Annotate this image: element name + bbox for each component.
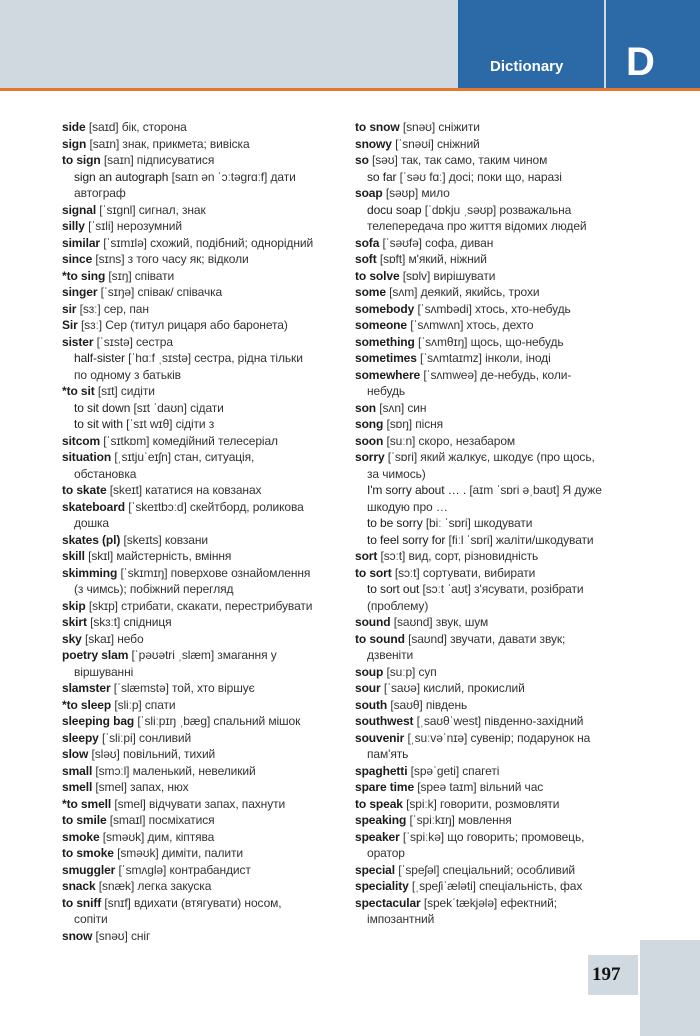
- transcription-translation: [biː ˈsɒri] шкодувати: [422, 516, 533, 530]
- headword: to sort out: [367, 582, 420, 596]
- transcription-translation: [suːp] суп: [383, 664, 437, 679]
- transcription-translation: [ˈsəʊ fɑː] досі; поки що, наразі: [396, 169, 562, 184]
- dictionary-entry: [355, 713, 655, 730]
- headword: somewhere: [355, 367, 421, 382]
- headword: singer: [62, 285, 98, 299]
- headword: skates (pl): [62, 532, 121, 547]
- headword: sign: [62, 136, 87, 151]
- dictionary-entry: [355, 268, 655, 285]
- dictionary-entry: [355, 317, 655, 334]
- dictionary-entry: [62, 284, 344, 301]
- transcription-translation: [skɪl] майстерність, вміння: [84, 549, 232, 563]
- headword: spectacular: [355, 895, 421, 910]
- dictionary-entry: [355, 152, 655, 169]
- transcription-translation: імпозантний: [367, 912, 435, 926]
- headword: snack: [62, 879, 96, 893]
- headword: skateboard: [62, 499, 126, 514]
- transcription-translation: (проблему): [367, 598, 429, 613]
- entry-continuation: [62, 911, 344, 928]
- headword: situation: [62, 450, 112, 464]
- dictionary-entry: [355, 515, 655, 532]
- headword: some: [355, 285, 386, 299]
- headword: son: [355, 400, 377, 415]
- dictionary-entry: [355, 796, 655, 813]
- transcription-translation: [sɒlv] вирішувати: [399, 268, 496, 283]
- headword: smoke: [62, 829, 100, 844]
- dictionary-entry: [62, 317, 344, 334]
- transcription-translation: [fiːl ˈsɒri] жаліти/шкодувати: [445, 532, 594, 547]
- headword: soon: [355, 433, 384, 448]
- dictionary-entry: [62, 680, 344, 697]
- dictionary-entry: [355, 614, 655, 631]
- transcription-translation: [aɪm ˈsɒri əˌbaʊt] Я дуже: [466, 483, 602, 497]
- dictionary-entry: [355, 202, 655, 219]
- headword: sky: [62, 631, 82, 646]
- headword: to snow: [355, 120, 400, 134]
- dictionary-entry: [62, 136, 344, 153]
- entry-continuation: [355, 499, 655, 516]
- dictionary-entry: [62, 713, 344, 730]
- transcription-translation: [sɜː] сер, пан: [76, 301, 149, 316]
- headword: silly: [62, 219, 85, 233]
- transcription-translation: [ˈsliːpɪŋ ˌbæg] спальний мішок: [134, 714, 301, 728]
- headword: sorry: [355, 450, 385, 464]
- dictionary-entry: [62, 779, 344, 796]
- dictionary-entry: [62, 845, 344, 862]
- headword: somebody: [355, 301, 415, 316]
- dictionary-entry: [62, 532, 344, 549]
- dictionary-entry: [355, 416, 655, 433]
- transcription-translation: [ˈsliːpi] сонливий: [98, 730, 192, 745]
- transcription-translation: [sɔːt ˈaʊt] з'ясувати, розібрати: [419, 582, 584, 596]
- transcription-translation: [spiːk] говорити, розмовляти: [402, 796, 560, 811]
- dictionary-entry: [62, 416, 344, 433]
- headword: poetry slam: [62, 648, 129, 662]
- footer-band: [640, 940, 700, 1036]
- transcription-translation: [sʌm] деякий, якийсь, трохи: [385, 285, 540, 299]
- transcription-translation: [sɒŋ] пісня: [383, 417, 444, 431]
- transcription-translation: [spekˈtækjələ] ефектний;: [420, 895, 557, 910]
- dictionary-entry: [62, 565, 344, 582]
- headword: to be sorry: [367, 516, 423, 530]
- transcription-translation: [ˈsɒri] який жалкує, шкодує (про щось,: [384, 450, 595, 464]
- transcription-translation: [ˈsəʊfə] софа, диван: [379, 235, 494, 250]
- headword: I'm sorry about … .: [367, 483, 467, 497]
- dictionary-entry: [62, 548, 344, 565]
- entry-continuation: [62, 664, 344, 681]
- dictionary-entry: [355, 185, 655, 202]
- dictionary-entry: [355, 895, 655, 912]
- transcription-translation: за чимось): [367, 466, 426, 481]
- entry-continuation: [355, 598, 655, 615]
- transcription-translation: [sməʊk] дим, кіптява: [99, 829, 215, 844]
- dictionary-entry: [355, 878, 655, 895]
- dictionary-entry: [355, 581, 655, 598]
- dictionary-entry: [355, 350, 655, 367]
- transcription-translation: [sɪt ˈdaʊn] сідати: [130, 400, 224, 415]
- dictionary-entry: [62, 350, 344, 367]
- dictionary-entry: [62, 746, 344, 763]
- headword: skirt: [62, 615, 87, 629]
- transcription-translation: [ˈsɪstə] сестра: [93, 334, 173, 349]
- headword: similar: [62, 235, 100, 250]
- headword: to sit with: [74, 417, 123, 431]
- transcription-translation: [ˈslæmstə] той, хто віршує: [110, 681, 255, 695]
- dictionary-entry: [62, 334, 344, 351]
- headword: soft: [355, 252, 377, 266]
- header-accent-line: [0, 88, 700, 91]
- transcription-translation: [ˈskeɪtbɔːd] скейтборд, роликова: [125, 499, 304, 514]
- headword: *to smell: [62, 796, 112, 811]
- transcription-translation: [saʊnd] звучати, давати звук;: [404, 631, 566, 646]
- headword: to sort: [355, 565, 392, 580]
- transcription-translation: [ˈsʌmwʌn] хтось, дехто: [406, 318, 534, 332]
- transcription-translation: [sməʊk] диміти, палити: [113, 846, 243, 860]
- headword: sort: [355, 549, 378, 563]
- dictionary-entry: [62, 647, 344, 664]
- transcription-translation: [ˈsɪli] нерозумний: [84, 219, 182, 233]
- headword: signal: [62, 202, 97, 217]
- headword: to skate: [62, 483, 107, 497]
- transcription-translation: [sɪns] з того часу як; відколи: [92, 252, 249, 266]
- headword: smuggler: [62, 862, 116, 877]
- headword: someone: [355, 318, 407, 332]
- transcription-translation: [ˈsaʊə] кислий, прокислий: [380, 681, 525, 695]
- dictionary-entry: [355, 235, 655, 252]
- transcription-translation: [snəʊ] сніжити: [399, 120, 480, 134]
- transcription-translation: [skɜːt] спідниця: [86, 615, 172, 629]
- transcription-translation: [ˈhɑːf ˌsɪstə] сестра, рідна тільки: [124, 351, 303, 365]
- transcription-translation: дошка: [74, 516, 109, 530]
- headword: snowy: [355, 136, 392, 151]
- transcription-translation: [sɒft] м'який, ніжний: [376, 252, 487, 266]
- headword: sour: [355, 681, 381, 695]
- transcription-translation: [səʊp] мило: [382, 186, 450, 200]
- headword: spare time: [355, 780, 415, 794]
- transcription-translation: [saʊθ] південь: [387, 697, 468, 712]
- entry-continuation: [62, 515, 344, 532]
- headword: speciality: [355, 879, 409, 893]
- headword: southwest: [355, 714, 414, 728]
- headword: skimming: [62, 565, 118, 580]
- dictionary-entry: [355, 433, 655, 450]
- transcription-translation: [smɔːl] маленький, невеликий: [92, 763, 256, 778]
- transcription-translation: [skɪp] стрибати, скакати, перестрибувати: [85, 598, 313, 613]
- dictionary-entry: [355, 169, 655, 186]
- headword: song: [355, 417, 384, 431]
- headword: so: [355, 153, 369, 167]
- section-letter: D: [626, 40, 655, 84]
- headword: soup: [355, 664, 384, 679]
- transcription-translation: [saɪd] бік, сторона: [85, 120, 187, 134]
- dictionary-entry: [355, 251, 655, 268]
- transcription-translation: [ˈsɪgnl] сигнал, знак: [96, 202, 206, 217]
- transcription-translation: [ˈdɒkju ˌsəʊp] розважальна: [421, 202, 572, 217]
- entry-continuation: [355, 911, 655, 928]
- dictionary-entry: [62, 730, 344, 747]
- transcription-translation: [ˈspiːkə] що говорить; промовець,: [399, 829, 585, 844]
- transcription-translation: [ˈskɪmɪŋ] поверхове ознайомлення: [117, 565, 311, 580]
- transcription-translation: обстановка: [74, 466, 137, 481]
- transcription-translation: [sɔːt] сортувати, вибирати: [391, 565, 536, 580]
- transcription-translation: автограф: [74, 186, 126, 200]
- entry-continuation: [355, 647, 655, 664]
- transcription-translation: [sɪŋ] співати: [105, 268, 175, 283]
- dictionary-entry: [62, 631, 344, 648]
- dictionary-entry: [355, 862, 655, 879]
- transcription-translation: [ˈsʌmbədi] хтось, хто-небудь: [414, 301, 571, 316]
- dictionary-entry: [62, 878, 344, 895]
- dictionary-entry: [355, 680, 655, 697]
- transcription-translation: [ˈpəʊətri ˌslæm] змагання у: [128, 648, 277, 662]
- dictionary-entry: [62, 614, 344, 631]
- transcription-translation: небудь: [367, 384, 406, 398]
- dictionary-entry: [355, 482, 655, 499]
- entry-continuation: [355, 845, 655, 862]
- dictionary-entry: [62, 895, 344, 912]
- transcription-translation: [ˈsɪtkɒm] комедійний телесеріал: [100, 433, 278, 448]
- transcription-translation: [səʊ] так, так само, таким чином: [368, 153, 548, 167]
- dictionary-entry: [355, 334, 655, 351]
- transcription-translation: [sliːp] спати: [111, 697, 176, 712]
- headword: sir: [62, 301, 77, 316]
- dictionary-entry: [62, 383, 344, 400]
- headword: to sign: [62, 153, 101, 167]
- transcription-translation: [saʊnd] звук, шум: [390, 615, 489, 629]
- headword: *to sit: [62, 384, 95, 398]
- headword: small: [62, 763, 93, 778]
- entry-continuation: [62, 581, 344, 598]
- transcription-translation: [snəʊ] сніг: [92, 928, 151, 943]
- headword: sign an autograph: [74, 169, 169, 184]
- entry-continuation: [355, 383, 655, 400]
- transcription-translation: [smel] відчувати запах, пахнути: [111, 796, 286, 811]
- transcription-translation: [ˈsʌmweə] де-небудь, коли-: [420, 367, 572, 382]
- transcription-translation: [sləʊ] повільний, тихий: [88, 747, 216, 761]
- headword: to sound: [355, 631, 405, 646]
- transcription-translation: [ˈspeʃəl] спеціальний; особливий: [395, 862, 576, 877]
- dictionary-entry: [62, 433, 344, 450]
- dictionary-entry: [355, 449, 655, 466]
- transcription-translation: [snæk] легка закуска: [95, 879, 212, 893]
- headword: sitcom: [62, 433, 101, 448]
- transcription-translation: сопіти: [74, 912, 108, 926]
- dictionary-entry: [62, 449, 344, 466]
- headword: sleepy: [62, 730, 99, 745]
- headword: something: [355, 334, 415, 349]
- dictionary-entry: [62, 202, 344, 219]
- transcription-translation: [speə taɪm] вільний час: [414, 780, 544, 794]
- headword: snow: [62, 928, 93, 943]
- headword: *to sing: [62, 268, 106, 283]
- entry-continuation: [62, 466, 344, 483]
- dictionary-entry: [355, 119, 655, 136]
- headword: half-sister: [74, 351, 125, 365]
- transcription-translation: [smel] запах, нюх: [92, 780, 189, 794]
- transcription-translation: [ˈsʌmtaɪmz] інколи, іноді: [416, 351, 551, 365]
- transcription-translation: [ˈspiːkɪŋ] мовлення: [406, 813, 512, 827]
- dictionary-column-right: [355, 119, 655, 928]
- headword: souvenir: [355, 730, 405, 745]
- transcription-translation: [spəˈgeti] спагеті: [407, 763, 500, 778]
- entry-continuation: [355, 746, 655, 763]
- dictionary-entry: [355, 367, 655, 384]
- dictionary-entry: [355, 730, 655, 747]
- dictionary-entry: [355, 548, 655, 565]
- dictionary-entry: [62, 169, 344, 186]
- transcription-translation: дзвеніти: [367, 648, 414, 662]
- headword: to sniff: [62, 895, 102, 910]
- headword: slamster: [62, 681, 111, 695]
- transcription-translation: [snɪf] вдихати (втягувати) носом,: [101, 895, 282, 910]
- headword: sofa: [355, 235, 380, 250]
- dictionary-entry: [355, 284, 655, 301]
- transcription-translation: оратор: [367, 846, 405, 860]
- transcription-translation: пам'ять: [367, 747, 409, 761]
- dictionary-entry: [62, 862, 344, 879]
- dictionary-entry: [62, 400, 344, 417]
- headword: skip: [62, 598, 86, 613]
- dictionary-entry: [62, 251, 344, 268]
- headword: side: [62, 120, 86, 134]
- transcription-translation: [ˈsnəʊi] сніжний: [391, 136, 480, 151]
- entry-continuation: [62, 185, 344, 202]
- transcription-translation: по одному з батьків: [74, 367, 181, 382]
- headword: sound: [355, 615, 391, 629]
- transcription-translation: [skaɪ] небо: [81, 631, 144, 646]
- transcription-translation: [ˌsaʊθˈwest] південно-західний: [413, 714, 584, 728]
- dictionary-entry: [355, 664, 655, 681]
- headword: spaghetti: [355, 763, 408, 778]
- transcription-translation: [ˈsʌmθɪŋ] щось, що-небудь: [414, 334, 564, 349]
- dictionary-entry: [62, 697, 344, 714]
- headword: sister: [62, 334, 94, 349]
- dictionary-entry: [355, 565, 655, 582]
- page-number: 197: [592, 964, 621, 985]
- headword: smell: [62, 780, 93, 794]
- dictionary-entry: [62, 119, 344, 136]
- headword: south: [355, 697, 388, 712]
- transcription-translation: [ˈsɪmɪlə] схожий, подібний; однорідний: [100, 235, 314, 250]
- transcription-translation: [sɪt] сидіти: [94, 384, 155, 398]
- transcription-translation: [sɔːt] вид, сорт, різновидність: [377, 549, 539, 563]
- dictionary-entry: [62, 218, 344, 235]
- headword: sleeping bag: [62, 714, 135, 728]
- transcription-translation: [ˌspeʃiˈæləti] спеціальність, фах: [408, 879, 583, 893]
- section-title: Dictionary: [490, 58, 564, 75]
- dictionary-entry: [62, 796, 344, 813]
- dictionary-entry: [355, 136, 655, 153]
- transcription-translation: [sɜː] Сер (титул рицаря або баронета): [77, 318, 288, 332]
- dictionary-entry: [355, 631, 655, 648]
- headword: to feel sorry for: [367, 532, 446, 547]
- headword: slow: [62, 747, 89, 761]
- entry-continuation: [62, 367, 344, 384]
- headword: soap: [355, 186, 383, 200]
- dictionary-entry: [62, 598, 344, 615]
- headword: Sir: [62, 318, 78, 332]
- dictionary-entry: [355, 779, 655, 796]
- transcription-translation: [saɪn ən ˈɔːtəgrɑːf] дати: [168, 169, 296, 184]
- dictionary-entry: [62, 928, 344, 945]
- transcription-translation: [saɪn] знак, прикмета; вивіска: [86, 136, 250, 151]
- transcription-translation: [ˈsɪt wɪθ] сідіти з: [122, 417, 215, 431]
- transcription-translation: [skeɪt] кататися на ковзанах: [106, 483, 262, 497]
- dictionary-entry: [355, 532, 655, 549]
- headword: to sit down: [74, 400, 131, 415]
- headword: speaking: [355, 813, 407, 827]
- transcription-translation: [ˌsuːvəˈnɪə] сувенір; подарунок на: [404, 730, 591, 745]
- dictionary-entry: [355, 763, 655, 780]
- headword: since: [62, 252, 93, 266]
- dictionary-column-left: [62, 119, 344, 944]
- dictionary-entry: [62, 763, 344, 780]
- transcription-translation: [suːn] скоро, незабаром: [383, 433, 516, 448]
- transcription-translation: [smaɪl] посміхатися: [106, 813, 215, 827]
- entry-continuation: [355, 466, 655, 483]
- dictionary-entry: [355, 400, 655, 417]
- dictionary-entry: [355, 697, 655, 714]
- transcription-translation: шкодую про …: [367, 499, 448, 514]
- headword: to solve: [355, 268, 400, 283]
- headword: special: [355, 862, 395, 877]
- dictionary-entry: [62, 268, 344, 285]
- dictionary-entry: [62, 829, 344, 846]
- dictionary-entry: [62, 301, 344, 318]
- dictionary-entry: [62, 812, 344, 829]
- transcription-translation: [skeɪts] ковзани: [120, 532, 208, 547]
- dictionary-entry: [62, 499, 344, 516]
- transcription-translation: [ˈsɪŋə] співак/ співачка: [97, 285, 223, 299]
- dictionary-entry: [62, 152, 344, 169]
- headword: *to sleep: [62, 697, 112, 712]
- transcription-translation: віршуванні: [74, 664, 134, 679]
- dictionary-entry: [355, 829, 655, 846]
- headword: docu soap: [367, 202, 422, 217]
- headword: so far: [367, 169, 397, 184]
- dictionary-entry: [62, 482, 344, 499]
- headword: sometimes: [355, 351, 417, 365]
- headword: skill: [62, 549, 85, 563]
- headword: speaker: [355, 829, 400, 844]
- transcription-translation: (з чимсь); побіжний перегляд: [74, 582, 234, 596]
- dictionary-entry: [62, 235, 344, 252]
- headword: to speak: [355, 796, 403, 811]
- headword: to smoke: [62, 846, 114, 860]
- dictionary-entry: [355, 812, 655, 829]
- entry-continuation: [355, 218, 655, 235]
- transcription-translation: [saɪn] підписуватися: [100, 153, 215, 167]
- transcription-translation: [ˌsɪtjuˈeɪʃn] стан, ситуація,: [111, 450, 255, 464]
- transcription-translation: телепередача про життя відомих людей: [367, 219, 587, 233]
- headword: to smile: [62, 813, 107, 827]
- transcription-translation: [sʌn] син: [376, 400, 427, 415]
- dictionary-entry: [355, 301, 655, 318]
- transcription-translation: [ˈsmʌglə] контрабандист: [115, 862, 251, 877]
